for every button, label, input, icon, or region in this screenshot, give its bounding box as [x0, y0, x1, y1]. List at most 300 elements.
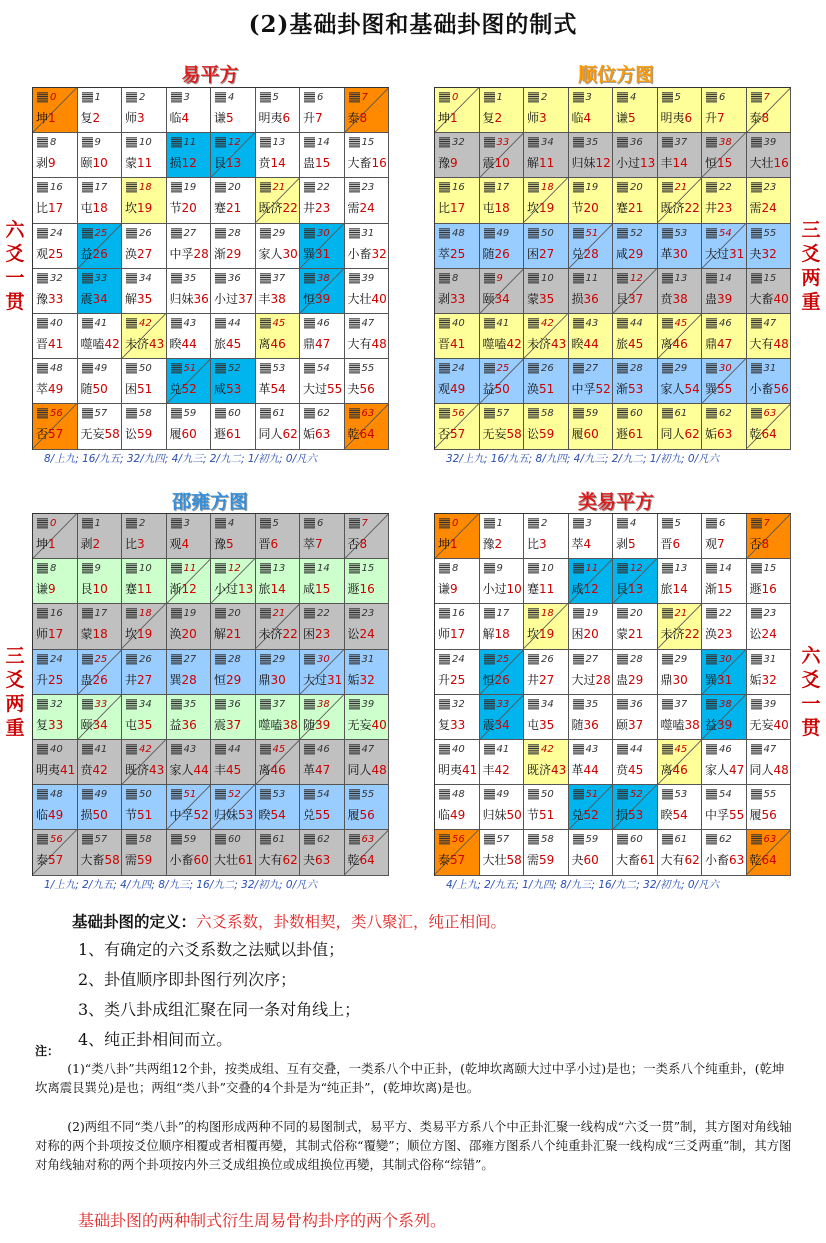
hexagram-icon — [751, 137, 762, 148]
hexagram-number: 51 — [585, 227, 599, 239]
hexagram-cell — [480, 650, 525, 695]
hexagram-icon — [528, 654, 539, 665]
hexagram-icon — [484, 834, 495, 845]
hexagram-cell — [300, 514, 345, 559]
hexagram-name: 巽 — [705, 382, 718, 397]
hexagram-icon — [484, 363, 495, 374]
hexagram-name: 履 — [169, 427, 182, 442]
hexagram-seq: 11 — [539, 156, 555, 171]
hexagram-number: 49 — [94, 363, 108, 375]
hexagram-number: 21 — [674, 182, 688, 194]
hexagram-cell — [569, 514, 614, 559]
hexagram-name: 震 — [482, 717, 495, 732]
cell-top — [126, 654, 152, 666]
hexagram-name: 家人 — [169, 762, 194, 777]
hexagram-name: 坎 — [527, 201, 540, 216]
hexagram-label — [616, 111, 636, 126]
cell-top — [304, 608, 330, 620]
hexagram-seq: 14 — [270, 582, 286, 597]
hexagram-name: 师 — [125, 111, 138, 125]
cell-top — [662, 408, 688, 420]
hexagram-label — [81, 201, 108, 216]
hexagram-cell — [613, 740, 658, 785]
hexagram-label — [750, 201, 777, 216]
hexagram-label — [572, 853, 599, 868]
hexagram-number: 35 — [585, 137, 599, 149]
hexagram-seq: 25 — [48, 246, 64, 261]
hexagram-cell — [33, 359, 78, 404]
hexagram-cell — [256, 314, 301, 359]
hexagram-seq: 53 — [226, 382, 242, 397]
hexagram-seq: 54 — [672, 808, 688, 823]
hexagram-icon — [662, 182, 673, 193]
hexagram-seq: 2 — [494, 111, 503, 125]
hexagram-number: 55 — [361, 363, 375, 375]
cell-top — [126, 699, 152, 711]
hexagram-number: 27 — [183, 227, 197, 239]
hexagram-name: 同人 — [347, 762, 372, 777]
hexagram-icon — [260, 408, 271, 419]
hexagram-number: 14 — [719, 272, 732, 284]
hexagram-icon — [751, 182, 762, 193]
hexagram-name: 否 — [438, 427, 451, 442]
hexagram-name: 涣 — [125, 246, 138, 261]
cell-top — [349, 654, 375, 666]
hexagram-icon — [528, 744, 539, 755]
hexagram-name: 恒 — [303, 291, 316, 306]
hexagram-name: 谦 — [616, 111, 629, 125]
cell-top — [37, 228, 63, 240]
hexagram-label — [483, 111, 503, 126]
hexagram-number: 12 — [228, 563, 241, 575]
hexagram-cell — [658, 785, 703, 830]
hexagram-icon — [82, 563, 93, 574]
hexagram-cell — [211, 785, 256, 830]
hexagram-number: 2 — [541, 92, 548, 103]
hexagram-label — [303, 427, 330, 442]
hexagram-name: 遯 — [214, 427, 227, 442]
cell-top — [260, 563, 286, 575]
hexagram-cell — [747, 88, 792, 133]
hexagram-seq: 6 — [270, 537, 279, 551]
hexagram-label — [170, 582, 197, 597]
hexagram-seq: 19 — [539, 201, 555, 216]
hexagram-label — [214, 673, 241, 688]
hexagram-number: 53 — [674, 227, 688, 239]
hexagram-seq: 24 — [761, 627, 777, 642]
hexagram-cell — [300, 404, 345, 449]
hexagram-seq: 23 — [315, 627, 331, 642]
cell-top — [573, 363, 599, 375]
hexagram-cell — [524, 88, 569, 133]
cell-top — [484, 228, 510, 240]
hexagram-cell — [480, 404, 525, 449]
hexagram-seq: 48 — [371, 762, 387, 777]
hexagram-seq: 55 — [729, 808, 745, 823]
hexagram-name: 晋 — [258, 537, 271, 551]
hexagram-seq: 48 — [371, 336, 387, 351]
cell-top — [260, 318, 286, 330]
hexagram-number: 53 — [674, 789, 688, 801]
hexagram-icon — [528, 563, 539, 574]
hexagram-cell — [122, 133, 167, 178]
hexagram-name: 井 — [705, 201, 718, 216]
hexagram-label — [125, 427, 152, 442]
hexagram-cell — [78, 88, 123, 133]
hexagram-number: 25 — [496, 653, 510, 665]
hexagram-number: 13 — [674, 563, 688, 575]
hexagram-name: 遯 — [347, 582, 360, 597]
hexagram-label — [170, 627, 197, 642]
hexagram-cell — [524, 650, 569, 695]
hexagram-icon — [439, 408, 450, 419]
cell-top — [706, 608, 732, 620]
cell-top — [349, 518, 368, 530]
hexagram-label — [616, 427, 643, 442]
cell-top — [260, 137, 286, 149]
hexagram-number: 7 — [763, 92, 770, 103]
hexagram-seq: 25 — [48, 672, 64, 687]
hexagram-cell — [569, 830, 614, 875]
hexagram-cell — [33, 269, 78, 314]
cell-top — [617, 137, 643, 149]
hexagram-cell — [122, 740, 167, 785]
cell-top — [484, 608, 510, 620]
hexagram-cell — [345, 178, 390, 223]
hexagram-seq: 18 — [494, 201, 510, 216]
hexagram-name: 需 — [527, 853, 540, 868]
hexagram-name: 观 — [36, 246, 49, 261]
hexagram-seq: 36 — [181, 717, 197, 732]
hexagram-label — [705, 427, 732, 442]
hexagram-cell — [658, 314, 703, 359]
cell-top — [260, 273, 286, 285]
hexagram-number: 6 — [317, 92, 324, 103]
hexagram-name: 节 — [571, 201, 584, 216]
hexagram-label — [259, 156, 286, 171]
hexagram-number: 8 — [50, 137, 57, 149]
caption-yi: 8/上九; 16/九五; 32/九四; 4/九三; 2/九二; 1/初九; 0/凡六 — [44, 453, 318, 465]
hexagram-label — [348, 247, 387, 262]
hexagram-label — [259, 382, 286, 397]
closing-statement: 基础卦图的两种制式衍生周易骨构卦序的两个系列。 — [78, 1211, 447, 1230]
hexagram-seq: 25 — [450, 246, 466, 261]
hexagram-cell — [33, 650, 78, 695]
hexagram-icon — [82, 137, 93, 148]
cell-top — [439, 744, 465, 756]
hexagram-label — [81, 718, 108, 733]
hexagram-seq: 39 — [315, 291, 331, 306]
cell-top — [215, 744, 241, 756]
hexagram-number: 12 — [228, 137, 241, 149]
hexagram-number: 24 — [50, 653, 63, 665]
hexagram-cell — [122, 224, 167, 269]
hexagram-label — [705, 111, 725, 126]
hexagram-name: 萃 — [303, 537, 316, 551]
hexagram-number: 8 — [452, 272, 459, 284]
hexagram-label — [483, 382, 510, 397]
cell-top — [617, 744, 643, 756]
hexagram-name: 坤 — [438, 537, 451, 551]
cell-top — [751, 318, 777, 330]
hexagram-seq: 63 — [729, 853, 745, 868]
hexagram-number: 2 — [139, 92, 146, 103]
hexagram-name: 兑 — [169, 382, 182, 397]
cell-top — [215, 408, 241, 420]
hexagram-name: 坤 — [36, 111, 49, 125]
hexagram-cell — [300, 314, 345, 359]
hexagram-seq: 33 — [450, 717, 466, 732]
hexagram-name: 小畜 — [347, 246, 372, 261]
hexagram-cell — [211, 178, 256, 223]
hexagram-label — [125, 247, 152, 262]
hexagram-name: 颐 — [80, 156, 93, 171]
hexagram-seq: 50 — [494, 382, 510, 397]
hexagram-label — [572, 582, 599, 597]
cell-top — [349, 137, 375, 149]
hexagram-seq: 17 — [48, 627, 64, 642]
hexagram-icon — [573, 228, 584, 239]
cell-top — [82, 408, 108, 420]
hexagram-name: 恒 — [705, 156, 718, 171]
hexagram-label — [616, 808, 643, 823]
hexagram-name: 姤 — [749, 672, 762, 687]
hexagram-seq: 16 — [761, 582, 777, 597]
hexagram-icon — [573, 789, 584, 800]
cell-top — [82, 92, 101, 104]
hexagram-cell — [480, 133, 525, 178]
cell-top — [484, 182, 510, 194]
hexagram-label — [661, 718, 700, 733]
hexagram-icon — [171, 699, 182, 710]
hexagram-cell — [78, 740, 123, 785]
hexagram-icon — [215, 228, 226, 239]
hexagram-label — [705, 763, 744, 778]
hexagram-name: 随 — [80, 382, 93, 397]
hexagram-name: 豫 — [214, 537, 227, 551]
hexagram-icon — [484, 408, 495, 419]
hexagram-label — [750, 427, 777, 442]
hexagram-cell — [435, 359, 480, 404]
hexagram-label — [170, 537, 190, 552]
hexagram-number: 12 — [630, 272, 643, 284]
hexagram-label — [348, 156, 387, 171]
hexagram-cell — [702, 559, 747, 604]
hexagram-seq: 63 — [315, 853, 331, 868]
hexagram-icon — [215, 408, 226, 419]
hexagram-icon — [260, 699, 271, 710]
cell-top — [573, 408, 599, 420]
hexagram-seq: 61 — [640, 853, 656, 868]
hexagram-label — [750, 718, 789, 733]
hexagram-seq: 59 — [137, 853, 153, 868]
hexagram-seq: 48 — [773, 336, 789, 351]
hexagram-name: 同人 — [749, 762, 774, 777]
hexagram-name: 革 — [571, 762, 584, 777]
hexagram-icon — [439, 699, 450, 710]
hexagram-cell — [122, 269, 167, 314]
hexagram-icon — [349, 518, 360, 529]
hexagram-icon — [439, 228, 450, 239]
hexagram-number: 63 — [763, 834, 777, 846]
hexagram-icon — [617, 654, 628, 665]
hexagram-name: 夬 — [749, 246, 762, 261]
hexagram-cell — [167, 695, 212, 740]
hexagram-label — [572, 718, 599, 733]
hexagram-label — [170, 808, 209, 823]
hexagram-name: 大壮 — [214, 853, 239, 868]
hexagram-name: 屯 — [482, 201, 495, 216]
hexagram-icon — [662, 408, 673, 419]
hexagram-icon — [706, 228, 717, 239]
cell-top — [304, 318, 330, 330]
hexagram-name: 未济 — [660, 627, 685, 642]
hexagram-cell — [300, 695, 345, 740]
cell-top — [82, 363, 108, 375]
cell-top — [617, 608, 643, 620]
hexagram-number: 55 — [763, 227, 777, 239]
hexagram-name: 离 — [258, 336, 271, 351]
hexagram-cell — [256, 133, 301, 178]
hexagram-cell — [569, 695, 614, 740]
hexagram-seq: 53 — [628, 808, 644, 823]
hexagram-seq: 32 — [371, 246, 387, 261]
hexagram-icon — [617, 744, 628, 755]
hexagram-name: 复 — [482, 111, 495, 125]
hexagram-number: 16 — [50, 608, 63, 620]
hexagram-name: 蒙 — [80, 627, 93, 642]
hexagram-name: 蹇 — [616, 201, 629, 216]
hexagram-cell — [345, 830, 390, 875]
hexagram-seq: 37 — [628, 291, 644, 306]
hexagram-number: 28 — [630, 363, 643, 375]
hexagram-number: 29 — [272, 227, 286, 239]
hexagram-icon — [484, 182, 495, 193]
cell-top — [349, 408, 375, 420]
hexagram-number: 36 — [228, 698, 241, 710]
hexagram-icon — [304, 318, 315, 329]
hexagram-seq: 1 — [48, 111, 56, 125]
hexagram-cell — [613, 650, 658, 695]
hexagram-number: 17 — [94, 182, 108, 194]
hexagram-seq: 55 — [327, 382, 343, 397]
hexagram-cell — [435, 88, 480, 133]
hexagram-icon — [439, 137, 450, 148]
hexagram-name: 萃 — [438, 246, 451, 261]
hexagram-icon — [82, 789, 93, 800]
hexagram-name: 无妄 — [80, 427, 105, 442]
hexagram-number: 52 — [630, 789, 643, 801]
hexagram-number: 53 — [272, 789, 286, 801]
hexagram-label — [661, 582, 688, 597]
cell-top — [484, 518, 503, 530]
cell-top — [439, 834, 465, 846]
cell-top — [260, 92, 279, 104]
hexagram-number: 21 — [674, 608, 688, 620]
hexagram-cell — [569, 178, 614, 223]
hexagram-label — [527, 156, 554, 171]
hexagram-seq: 33 — [48, 291, 64, 306]
cell-top — [617, 363, 643, 375]
hexagram-name: 夬 — [571, 853, 584, 868]
hexagram-label — [750, 673, 777, 688]
cell-top — [573, 137, 599, 149]
hexagram-seq: 15 — [717, 156, 733, 171]
hexagram-seq: 23 — [717, 627, 733, 642]
hexagram-seq: 27 — [137, 246, 153, 261]
hexagram-icon — [304, 182, 315, 193]
hexagram-label — [661, 808, 688, 823]
cell-top — [528, 92, 547, 104]
hexagram-seq: 24 — [359, 627, 375, 642]
hexagram-seq: 13 — [238, 582, 254, 597]
hexagram-seq: 46 — [270, 762, 286, 777]
hexagram-cell — [33, 604, 78, 649]
hexagram-cell — [122, 785, 167, 830]
cell-top — [349, 182, 375, 194]
hexagram-seq: 29 — [226, 246, 242, 261]
hexagram-name: 否 — [749, 537, 762, 551]
hexagram-label — [348, 673, 375, 688]
cell-top — [617, 834, 643, 846]
cell-top — [751, 182, 777, 194]
cell-top — [484, 563, 503, 575]
hexagram-number: 34 — [541, 698, 554, 710]
hexagram-label — [661, 763, 688, 778]
cell-top — [706, 518, 725, 530]
hexagram-label — [661, 247, 688, 262]
hexagram-seq: 9 — [450, 156, 458, 171]
hexagram-cell — [78, 785, 123, 830]
hexagram-name: 鼎 — [258, 672, 271, 687]
hexagram-cell — [702, 830, 747, 875]
hexagram-label — [527, 201, 554, 216]
hexagram-label — [36, 808, 63, 823]
hexagram-number: 11 — [183, 563, 197, 575]
hexagram-label — [572, 247, 599, 262]
hexagram-seq: 5 — [628, 537, 636, 551]
hexagram-seq: 52 — [595, 382, 611, 397]
hexagram-icon — [439, 363, 450, 374]
hexagram-seq: 36 — [193, 291, 209, 306]
hexagram-cell — [211, 404, 256, 449]
hexagram-cell — [256, 785, 301, 830]
hexagram-number: 35 — [183, 698, 197, 710]
hexagram-label — [616, 382, 643, 397]
cell-top — [37, 408, 63, 420]
hexagram-label — [750, 627, 777, 642]
hexagram-cell — [211, 314, 256, 359]
hexagram-number: 17 — [496, 608, 510, 620]
hexagram-number: 1 — [94, 518, 101, 529]
hexagram-label — [661, 337, 688, 352]
cell-top — [751, 744, 777, 756]
hexagram-icon — [260, 92, 271, 103]
hexagram-icon — [349, 228, 360, 239]
hexagram-number: 42 — [541, 317, 554, 329]
hexagram-cell — [122, 359, 167, 404]
cell-top — [751, 273, 777, 285]
cell-top — [126, 182, 152, 194]
cell-top — [617, 699, 643, 711]
hexagram-label — [661, 627, 700, 642]
hexagram-name: 兑 — [571, 246, 584, 261]
hexagram-cell — [300, 830, 345, 875]
hexagram-seq: 7 — [315, 111, 323, 125]
hexagram-label — [348, 111, 368, 126]
hexagram-name: 家人 — [705, 762, 730, 777]
hexagram-seq: 26 — [92, 246, 108, 261]
